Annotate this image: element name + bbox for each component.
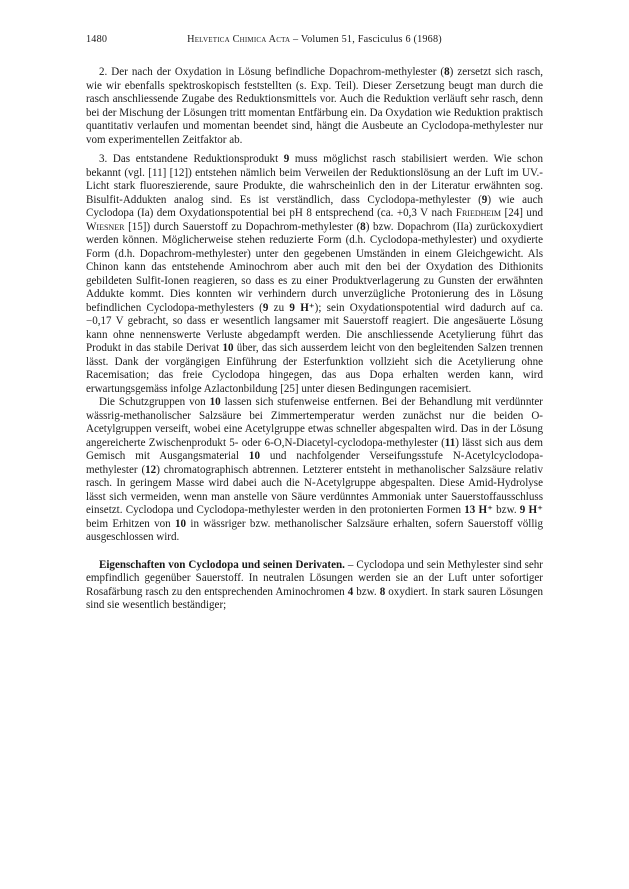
text-run: lassen sich stufenweise entfernen. Bei der Behandlung mit verdünnter wässrig-methanolischer Salzsäure bei Zimmertemperatur werden zunächst nur die beiden O-Acetylgruppen verseift, wobei eine Acetylgruppe etwas schneller abgespalten wird. Das in der Lösung angereicherte Zwischenprodukt 5- oder 6-O,N-Diacetyl-cyclodopa-methylester ( bbox=[86, 396, 543, 449]
bold-run: 10 bbox=[175, 517, 187, 530]
text-run: [24] und bbox=[501, 207, 544, 219]
text-run: oxydiert. In stark sauren Lösungen sind sie wesentlich beständiger; bbox=[86, 585, 543, 611]
text-run: und nachfolgender Verseifungsstufe N-Acetylcyclodopa-methylester ( bbox=[86, 450, 544, 476]
text-run: beim Erhitzen von bbox=[86, 517, 176, 530]
text-run: ) chromatographisch abtrennen. Letzterer entsteht in methanolischer Salzsäure relativ rasch. In geringem Masse wird dabei auch die N-Acetylgruppe abgespalten. Diese Amid-Hydrolyse lässt sich vermeiden, wenn man anstelle von Säure verdünntes Ammoniak unter Sauerstoffausschluss einsetzt. Cyclodopa und Cyclodopa-methylester werden in den protonierten Formen bbox=[86, 463, 543, 516]
author-name: Friedheim bbox=[455, 207, 502, 219]
bold-run: 10 bbox=[222, 342, 234, 354]
running-header bbox=[86, 34, 543, 48]
paragraph-point-2 bbox=[86, 66, 543, 147]
text-run: ) bzw. Dopachrom (IIa) zurückoxydiert werden können. Möglicherweise stehen reduzierte Form (d.h. Cyclodopa-methylester) und oxydierte Form (d.h. Dopachrom-methylester) unter den gegebenen Umständen in einem Gleichgewicht. Als Chinon kann das entstehende Aminochrom aber auch mit den bei der Oxydation des Dithionits gebildeten Sulfit-Ionen reagieren, so dass es zu einer Produktverlagerung zu Gunsten der erwähnten Addukte kommt. Dies konnten wir verhindern durch unverzügliche Protonierung des in Lösung befindlichen Cyclodopa-methylesters ( bbox=[86, 220, 543, 314]
text-run: Die Schutzgruppen von bbox=[99, 396, 210, 408]
bold-run: 9 bbox=[481, 193, 488, 206]
text-run: 3. Das entstandene Reduktionsprodukt bbox=[99, 153, 284, 165]
bold-run: 11 bbox=[444, 436, 456, 449]
text-run: ) lässt sich aus dem Gemisch mit Ausgangsmaterial bbox=[86, 436, 544, 462]
text-run: in wässriger bzw. methanolischer Salzsäure erhalten, sofern Sauerstoff völlig ausgeschlossen wird. bbox=[86, 517, 543, 543]
journal-citation bbox=[86, 34, 543, 45]
text-run: [15]) durch Sauerstoff zu Dopachrom-methylester ( bbox=[124, 220, 361, 233]
paragraph-point-3 bbox=[86, 153, 543, 396]
text-run: zu bbox=[268, 301, 290, 314]
bold-run: 9 H bbox=[289, 301, 309, 314]
paragraph-properties bbox=[86, 559, 543, 613]
journal-title: Helvetica Chimica Acta bbox=[187, 34, 291, 45]
bold-run: 4 bbox=[347, 585, 354, 598]
bold-run: 10 bbox=[209, 396, 221, 408]
text-run: bzw. bbox=[353, 585, 380, 598]
bold-run: 12 bbox=[145, 463, 157, 476]
bold-run: 8 bbox=[360, 220, 366, 233]
text-run: ) wie auch Cyclodopa (Ia) dem Oxydationspotential bei pH 8 entsprechend (ca. +0,3 V nach bbox=[86, 193, 543, 219]
page-number: 1480 bbox=[86, 34, 108, 45]
bold-run: 10 bbox=[248, 450, 260, 462]
bold-run: 13 H bbox=[464, 504, 488, 516]
bold-run: 9 bbox=[283, 153, 290, 165]
author-name: Wiesner bbox=[86, 220, 125, 233]
article-body bbox=[86, 66, 543, 613]
text-run: über, das sich ausserdem leicht von den begleitenden Salzen trennen lässt. Dank der vorgängigen Einführung der Esterfunktion vollzieht sich die Acetylierung ohne Racemisation; das freie Cyclodopa hingegen, das aus Dopa erhalten werden kann, wird erwartungsgemäss infolge Azlactonbildung [25] unter diesen Bedingungen racemisiert. bbox=[86, 342, 544, 395]
text-run: – Cyclodopa und sein Methylester sind sehr empfindlich gegenüber Sauerstoff. In neutralen Lösungen werden sie an der Luft unter sofortiger Rosafärbung rasch zu den entsprechenden Aminochromen bbox=[86, 558, 543, 598]
bold-run: ⁺ bbox=[308, 301, 315, 314]
bold-run: Eigenschaften von Cyclodopa und seinen Derivaten. bbox=[99, 558, 345, 571]
bold-run: 9 H bbox=[519, 504, 538, 516]
bold-run: 8 bbox=[379, 585, 386, 598]
journal-info: – Volumen 51, Fasciculus 6 (1968) bbox=[293, 34, 442, 45]
text-run: ); sein Oxydationspotential wird dadurch auf ca. −0,17 V gebracht, so dass er wesentlich langsamer mit Sauerstoff reagiert. Die angesäuerte Lösung kann ohne nennenswerte Verluste abgedampft werden. Die anschliessende Acetylierung führt das Produkt in das stabile Derivat bbox=[86, 301, 543, 354]
bold-run: 9 bbox=[262, 301, 269, 314]
text-run: 2. Der nach der Oxydation in Lösung befindliche Dopachrom-methylester ( bbox=[99, 66, 445, 78]
text-run: muss möglichst rasch stabilisiert werden. Wie schon bekannt (vgl. [11] [12]) entstehen nämlich beim Verweilen der Reduktionslösung an der Luft im UV.-Licht stark fluoreszierende, saure Produkte, die wahrscheinlich den in der Literatur erwähnten sog. Bisulfit-Addukten analog sind. Es ist verständlich, dass Cyclodopa-methylester ( bbox=[86, 153, 543, 206]
text-run: bzw. bbox=[492, 504, 520, 516]
bold-run: 8 bbox=[444, 66, 450, 78]
bold-run: ⁺ bbox=[487, 504, 493, 516]
paragraph-protecting-groups bbox=[86, 396, 543, 545]
bold-run: ⁺ bbox=[537, 504, 543, 516]
text-run: ) zersetzt sich rasch, wie wir ebenfalls spektroskopisch feststellten (s. Exp. Teil). Dieser Zersetzung beugt man durch die rasch anschliessende Zugabe des Reduktionsmittels vor. Auch die Reduktion verläuft sehr rasch, denn bei der Mischung der Lösungen tritt momentan Entfärbung ein. Da Oxydation wie Reduktion praktisch quantitativ verlaufen und momentan beendet sind, hängt die Ausbeute an Cyclodopa-methylester nur vom experimentellen Zeitfaktor ab. bbox=[86, 66, 543, 146]
